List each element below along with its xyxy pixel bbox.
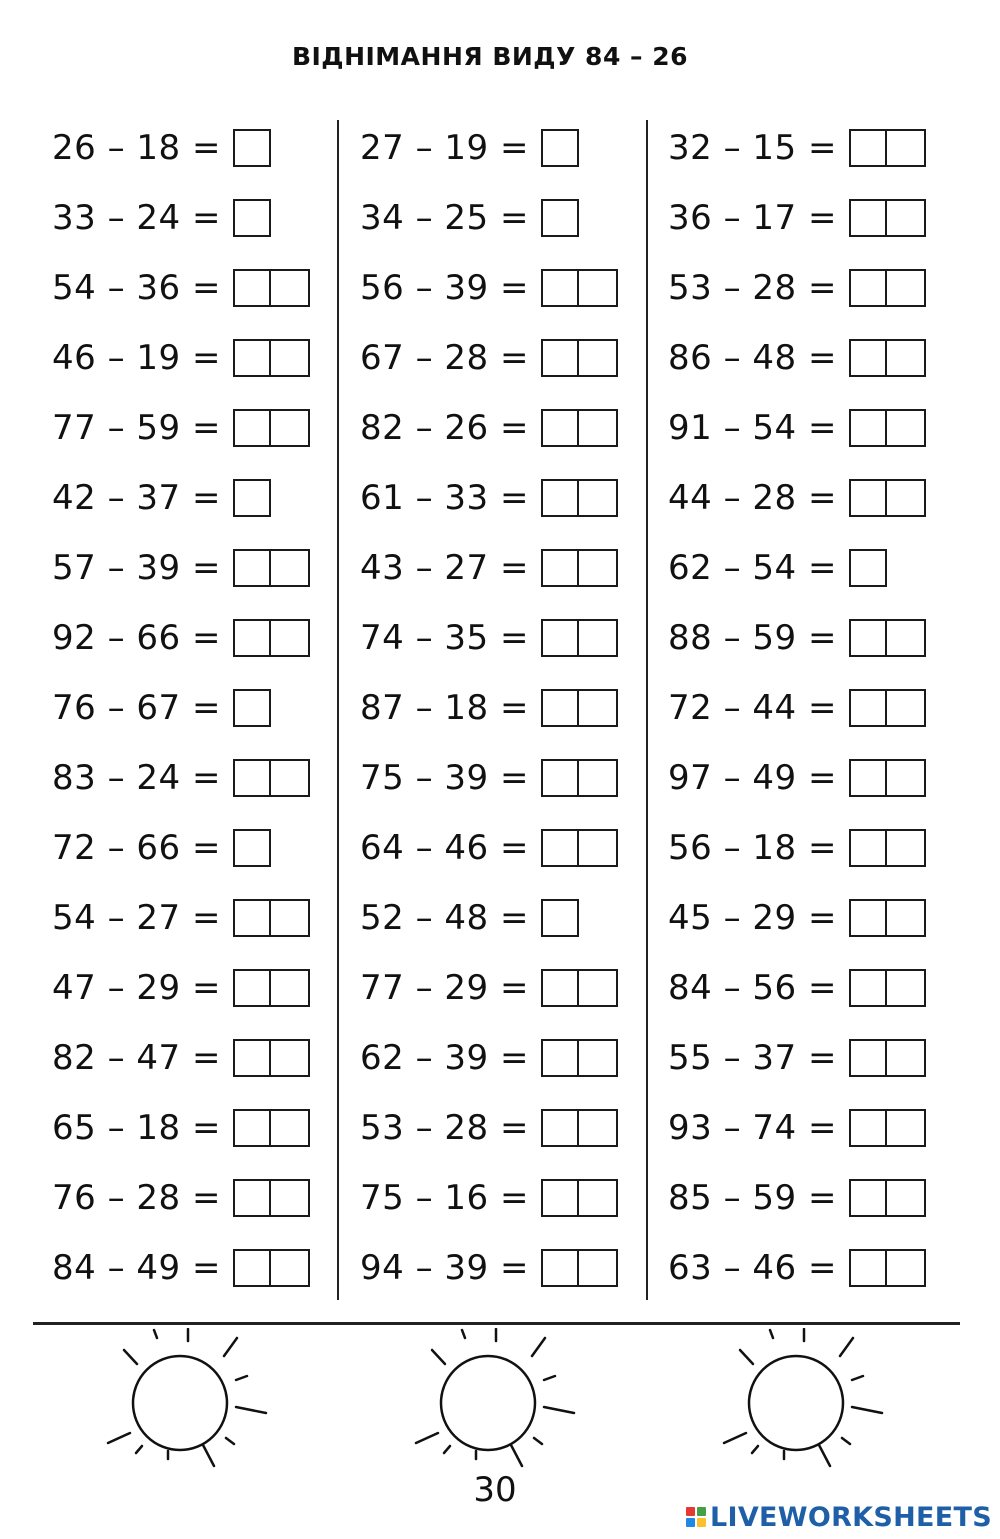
answer-field[interactable] (849, 829, 926, 867)
answer-digit-box[interactable] (849, 969, 887, 1007)
exercise-row (360, 393, 618, 463)
answer-digit-box[interactable] (887, 199, 926, 237)
answer-digit-box[interactable] (887, 409, 926, 447)
exercise-expression: 72 – 66 = (52, 828, 221, 868)
answer-digit-box[interactable] (233, 829, 271, 867)
answer-field[interactable] (541, 759, 618, 797)
answer-digit-box[interactable] (579, 689, 618, 727)
answer-digit-box[interactable] (271, 759, 310, 797)
answer-digit-box[interactable] (271, 409, 310, 447)
answer-digit-box[interactable] (233, 199, 271, 237)
answer-digit-box[interactable] (849, 689, 887, 727)
exercise-expression: 43 – 27 = (360, 548, 529, 588)
exercise-expression: 72 – 44 = (668, 688, 837, 728)
logo-square (686, 1518, 695, 1527)
exercise-row (360, 953, 618, 1023)
answer-digit-box[interactable] (887, 339, 926, 377)
answer-field[interactable] (541, 269, 618, 307)
exercise-expression: 42 – 37 = (52, 478, 221, 518)
answer-field[interactable] (541, 829, 618, 867)
answer-digit-box[interactable] (849, 829, 887, 867)
exercise-expression: 67 – 28 = (360, 338, 529, 378)
exercise-row (52, 603, 310, 673)
exercise-row (668, 1163, 926, 1233)
exercise-row (668, 673, 926, 743)
exercise-expression: 82 – 26 = (360, 408, 529, 448)
exercise-row (668, 463, 926, 533)
answer-digit-box[interactable] (579, 1039, 618, 1077)
answer-digit-box[interactable] (887, 1109, 926, 1147)
answer-digit-box[interactable] (271, 1109, 310, 1147)
exercise-expression: 93 – 74 = (668, 1108, 837, 1148)
sun-icon (716, 1328, 886, 1473)
answer-digit-box[interactable] (849, 199, 887, 237)
exercise-row (668, 533, 926, 603)
answer-field[interactable] (849, 129, 926, 167)
exercise-expression: 86 – 48 = (668, 338, 837, 378)
exercise-row (360, 1023, 618, 1093)
exercise-expression: 77 – 29 = (360, 968, 529, 1008)
page-number: 30 (473, 1470, 517, 1510)
answer-digit-box[interactable] (849, 409, 887, 447)
answer-digit-box[interactable] (233, 409, 271, 447)
answer-field[interactable] (849, 479, 926, 517)
footer-divider (33, 1322, 960, 1325)
answer-digit-box[interactable] (233, 689, 271, 727)
answer-digit-box[interactable] (849, 1109, 887, 1147)
exercise-expression: 26 – 18 = (52, 128, 221, 168)
answer-field[interactable] (233, 689, 271, 727)
exercise-row (360, 1233, 618, 1303)
exercise-expression: 57 – 39 = (52, 548, 221, 588)
answer-field[interactable] (541, 409, 618, 447)
answer-field[interactable] (541, 969, 618, 1007)
exercise-row (52, 393, 310, 463)
answer-field[interactable] (541, 1249, 618, 1287)
answer-digit-box[interactable] (233, 129, 271, 167)
exercise-row (52, 1093, 310, 1163)
exercise-row (52, 883, 310, 953)
answer-digit-box[interactable] (579, 1109, 618, 1147)
exercise-expression: 36 – 17 = (668, 198, 837, 238)
answer-digit-box[interactable] (541, 479, 579, 517)
answer-digit-box[interactable] (233, 619, 271, 657)
answer-field[interactable] (541, 619, 618, 657)
exercise-expression: 64 – 46 = (360, 828, 529, 868)
exercise-row (668, 1023, 926, 1093)
answer-field[interactable] (233, 129, 271, 167)
answer-digit-box[interactable] (233, 479, 271, 517)
exercise-row (668, 1233, 926, 1303)
answer-digit-box[interactable] (541, 129, 579, 167)
answer-digit-box[interactable] (887, 1179, 926, 1217)
answer-field[interactable] (849, 969, 926, 1007)
answer-digit-box[interactable] (271, 1039, 310, 1077)
exercise-row (360, 1163, 618, 1233)
exercise-expression: 75 – 39 = (360, 758, 529, 798)
answer-field[interactable] (233, 829, 271, 867)
answer-digit-box[interactable] (233, 549, 271, 587)
exercise-column-1 (52, 113, 310, 1303)
answer-field[interactable] (233, 339, 310, 377)
exercise-expression: 85 – 59 = (668, 1178, 837, 1218)
answer-field[interactable] (849, 1109, 926, 1147)
exercise-row (668, 183, 926, 253)
answer-field[interactable] (233, 899, 310, 937)
answer-field[interactable] (849, 689, 926, 727)
answer-digit-box[interactable] (579, 1249, 618, 1287)
exercise-expression: 75 – 16 = (360, 1178, 529, 1218)
answer-digit-box[interactable] (541, 199, 579, 237)
liveworksheets-logo-icon (686, 1507, 706, 1527)
answer-field[interactable] (849, 759, 926, 797)
answer-digit-box[interactable] (849, 619, 887, 657)
answer-digit-box[interactable] (541, 339, 579, 377)
answer-digit-box[interactable] (541, 969, 579, 1007)
exercise-row (668, 113, 926, 183)
answer-digit-box[interactable] (233, 969, 271, 1007)
answer-field[interactable] (849, 1249, 926, 1287)
answer-field[interactable] (849, 619, 926, 657)
exercise-expression: 76 – 67 = (52, 688, 221, 728)
answer-digit-box[interactable] (579, 619, 618, 657)
exercise-row (52, 1233, 310, 1303)
exercise-expression: 88 – 59 = (668, 618, 837, 658)
exercise-row (52, 533, 310, 603)
exercise-expression: 83 – 24 = (52, 758, 221, 798)
exercise-row (52, 673, 310, 743)
answer-digit-box[interactable] (887, 129, 926, 167)
exercise-expression: 53 – 28 = (360, 1108, 529, 1148)
exercise-expression: 62 – 54 = (668, 548, 837, 588)
answer-field[interactable] (233, 759, 310, 797)
answer-digit-box[interactable] (887, 829, 926, 867)
exercise-row (52, 813, 310, 883)
exercise-expression: 52 – 48 = (360, 898, 529, 938)
logo-square (697, 1507, 706, 1516)
answer-field[interactable] (233, 269, 310, 307)
answer-digit-box[interactable] (541, 1109, 579, 1147)
exercise-row (360, 113, 618, 183)
exercise-expression: 84 – 49 = (52, 1248, 221, 1288)
answer-digit-box[interactable] (271, 269, 310, 307)
answer-digit-box[interactable] (849, 549, 887, 587)
answer-digit-box[interactable] (541, 829, 579, 867)
logo-square (697, 1518, 706, 1527)
exercise-row (360, 883, 618, 953)
answer-field[interactable] (233, 619, 310, 657)
exercise-row (668, 603, 926, 673)
answer-field[interactable] (233, 1249, 310, 1287)
answer-digit-box[interactable] (579, 479, 618, 517)
exercise-row (360, 183, 618, 253)
answer-field[interactable] (541, 689, 618, 727)
answer-field[interactable] (233, 1179, 310, 1217)
answer-digit-box[interactable] (579, 759, 618, 797)
exercise-expression: 77 – 59 = (52, 408, 221, 448)
exercise-expression: 33 – 24 = (52, 198, 221, 238)
exercise-row (668, 253, 926, 323)
exercise-row (668, 393, 926, 463)
answer-digit-box[interactable] (887, 1249, 926, 1287)
brand-name: LIVEWORKSHEETS (709, 1501, 992, 1533)
answer-digit-box[interactable] (887, 969, 926, 1007)
worksheet-title: ВІДНІМАННЯ ВИДУ 84 – 26 (291, 42, 689, 71)
answer-digit-box[interactable] (887, 479, 926, 517)
exercise-expression: 74 – 35 = (360, 618, 529, 658)
exercise-row (360, 813, 618, 883)
answer-field[interactable] (849, 339, 926, 377)
exercise-expression: 56 – 39 = (360, 268, 529, 308)
answer-field[interactable] (541, 899, 579, 937)
exercise-row (360, 533, 618, 603)
sun-icon (100, 1328, 270, 1473)
exercise-row (360, 463, 618, 533)
answer-field[interactable] (233, 549, 310, 587)
answer-digit-box[interactable] (849, 129, 887, 167)
answer-digit-box[interactable] (579, 969, 618, 1007)
sun-icon (408, 1328, 578, 1473)
exercise-expression: 27 – 19 = (360, 128, 529, 168)
answer-field[interactable] (233, 969, 310, 1007)
exercise-row (360, 253, 618, 323)
column-divider (646, 120, 648, 1300)
exercise-expression: 76 – 28 = (52, 1178, 221, 1218)
exercise-row (668, 323, 926, 393)
answer-digit-box[interactable] (271, 1179, 310, 1217)
answer-digit-box[interactable] (849, 1039, 887, 1077)
answer-field[interactable] (233, 409, 310, 447)
exercise-column-3 (668, 113, 926, 1303)
exercise-row (52, 183, 310, 253)
answer-field[interactable] (541, 1179, 618, 1217)
answer-digit-box[interactable] (271, 1249, 310, 1287)
exercise-expression: 61 – 33 = (360, 478, 529, 518)
answer-digit-box[interactable] (887, 689, 926, 727)
answer-field[interactable] (233, 479, 271, 517)
answer-digit-box[interactable] (887, 619, 926, 657)
exercise-row (52, 1163, 310, 1233)
answer-digit-box[interactable] (849, 1179, 887, 1217)
answer-digit-box[interactable] (579, 269, 618, 307)
answer-digit-box[interactable] (849, 269, 887, 307)
exercise-row (360, 743, 618, 813)
answer-digit-box[interactable] (887, 759, 926, 797)
answer-field[interactable] (849, 1039, 926, 1077)
exercise-expression: 55 – 37 = (668, 1038, 837, 1078)
exercise-expression: 45 – 29 = (668, 898, 837, 938)
exercise-row (668, 743, 926, 813)
exercise-row (668, 953, 926, 1023)
answer-digit-box[interactable] (271, 619, 310, 657)
answer-digit-box[interactable] (579, 829, 618, 867)
answer-digit-box[interactable] (541, 619, 579, 657)
answer-digit-box[interactable] (271, 969, 310, 1007)
exercise-row (360, 603, 618, 673)
answer-digit-box[interactable] (541, 1249, 579, 1287)
exercise-expression: 32 – 15 = (668, 128, 837, 168)
answer-digit-box[interactable] (233, 1249, 271, 1287)
answer-field[interactable] (849, 549, 887, 587)
answer-digit-box[interactable] (233, 1039, 271, 1077)
answer-digit-box[interactable] (233, 759, 271, 797)
answer-digit-box[interactable] (849, 1249, 887, 1287)
answer-field[interactable] (541, 339, 618, 377)
exercise-expression: 44 – 28 = (668, 478, 837, 518)
exercise-row (668, 1093, 926, 1163)
exercise-expression: 46 – 19 = (52, 338, 221, 378)
exercise-expression: 63 – 46 = (668, 1248, 837, 1288)
answer-field[interactable] (849, 199, 926, 237)
exercise-expression: 84 – 56 = (668, 968, 837, 1008)
exercise-expression: 54 – 27 = (52, 898, 221, 938)
exercise-expression: 53 – 28 = (668, 268, 837, 308)
answer-digit-box[interactable] (233, 1179, 271, 1217)
answer-digit-box[interactable] (849, 759, 887, 797)
exercise-expression: 94 – 39 = (360, 1248, 529, 1288)
answer-digit-box[interactable] (233, 899, 271, 937)
answer-digit-box[interactable] (233, 269, 271, 307)
answer-field[interactable] (849, 899, 926, 937)
answer-field[interactable] (541, 129, 579, 167)
exercise-row (668, 813, 926, 883)
exercise-expression: 82 – 47 = (52, 1038, 221, 1078)
answer-digit-box[interactable] (541, 899, 579, 937)
exercise-row (668, 883, 926, 953)
answer-digit-box[interactable] (541, 1179, 579, 1217)
answer-field[interactable] (849, 269, 926, 307)
answer-digit-box[interactable] (887, 1039, 926, 1077)
answer-digit-box[interactable] (271, 549, 310, 587)
exercise-row (52, 463, 310, 533)
answer-digit-box[interactable] (579, 409, 618, 447)
answer-field[interactable] (849, 409, 926, 447)
liveworksheets-brand[interactable] (686, 1501, 992, 1533)
answer-field[interactable] (541, 199, 579, 237)
answer-digit-box[interactable] (887, 899, 926, 937)
answer-digit-box[interactable] (541, 269, 579, 307)
answer-digit-box[interactable] (579, 1179, 618, 1217)
answer-digit-box[interactable] (887, 269, 926, 307)
exercise-expression: 34 – 25 = (360, 198, 529, 238)
exercise-expression: 91 – 54 = (668, 408, 837, 448)
answer-digit-box[interactable] (541, 409, 579, 447)
answer-field[interactable] (541, 549, 618, 587)
exercise-row (52, 253, 310, 323)
answer-field[interactable] (541, 1109, 618, 1147)
answer-digit-box[interactable] (849, 339, 887, 377)
exercise-row (52, 743, 310, 813)
exercise-expression: 87 – 18 = (360, 688, 529, 728)
answer-digit-box[interactable] (579, 549, 618, 587)
answer-field[interactable] (233, 1039, 310, 1077)
logo-square (686, 1507, 695, 1516)
exercise-row (52, 113, 310, 183)
answer-digit-box[interactable] (849, 479, 887, 517)
exercise-expression: 97 – 49 = (668, 758, 837, 798)
answer-digit-box[interactable] (541, 689, 579, 727)
answer-digit-box[interactable] (579, 339, 618, 377)
exercise-row (360, 673, 618, 743)
answer-field[interactable] (233, 199, 271, 237)
answer-digit-box[interactable] (271, 899, 310, 937)
exercise-row (360, 323, 618, 393)
answer-digit-box[interactable] (541, 549, 579, 587)
answer-field[interactable] (849, 1179, 926, 1217)
answer-field[interactable] (233, 1109, 310, 1147)
answer-digit-box[interactable] (233, 1109, 271, 1147)
answer-field[interactable] (541, 1039, 618, 1077)
answer-digit-box[interactable] (271, 339, 310, 377)
exercise-expression: 56 – 18 = (668, 828, 837, 868)
exercise-expression: 92 – 66 = (52, 618, 221, 658)
exercise-row (360, 1093, 618, 1163)
exercise-row (52, 953, 310, 1023)
exercise-row (52, 323, 310, 393)
exercise-expression: 54 – 36 = (52, 268, 221, 308)
answer-digit-box[interactable] (541, 1039, 579, 1077)
exercise-column-2 (360, 113, 618, 1303)
answer-digit-box[interactable] (541, 759, 579, 797)
exercise-expression: 65 – 18 = (52, 1108, 221, 1148)
answer-field[interactable] (541, 479, 618, 517)
answer-digit-box[interactable] (233, 339, 271, 377)
exercise-expression: 47 – 29 = (52, 968, 221, 1008)
column-divider (337, 120, 339, 1300)
exercise-row (52, 1023, 310, 1093)
exercise-expression: 62 – 39 = (360, 1038, 529, 1078)
answer-digit-box[interactable] (849, 899, 887, 937)
